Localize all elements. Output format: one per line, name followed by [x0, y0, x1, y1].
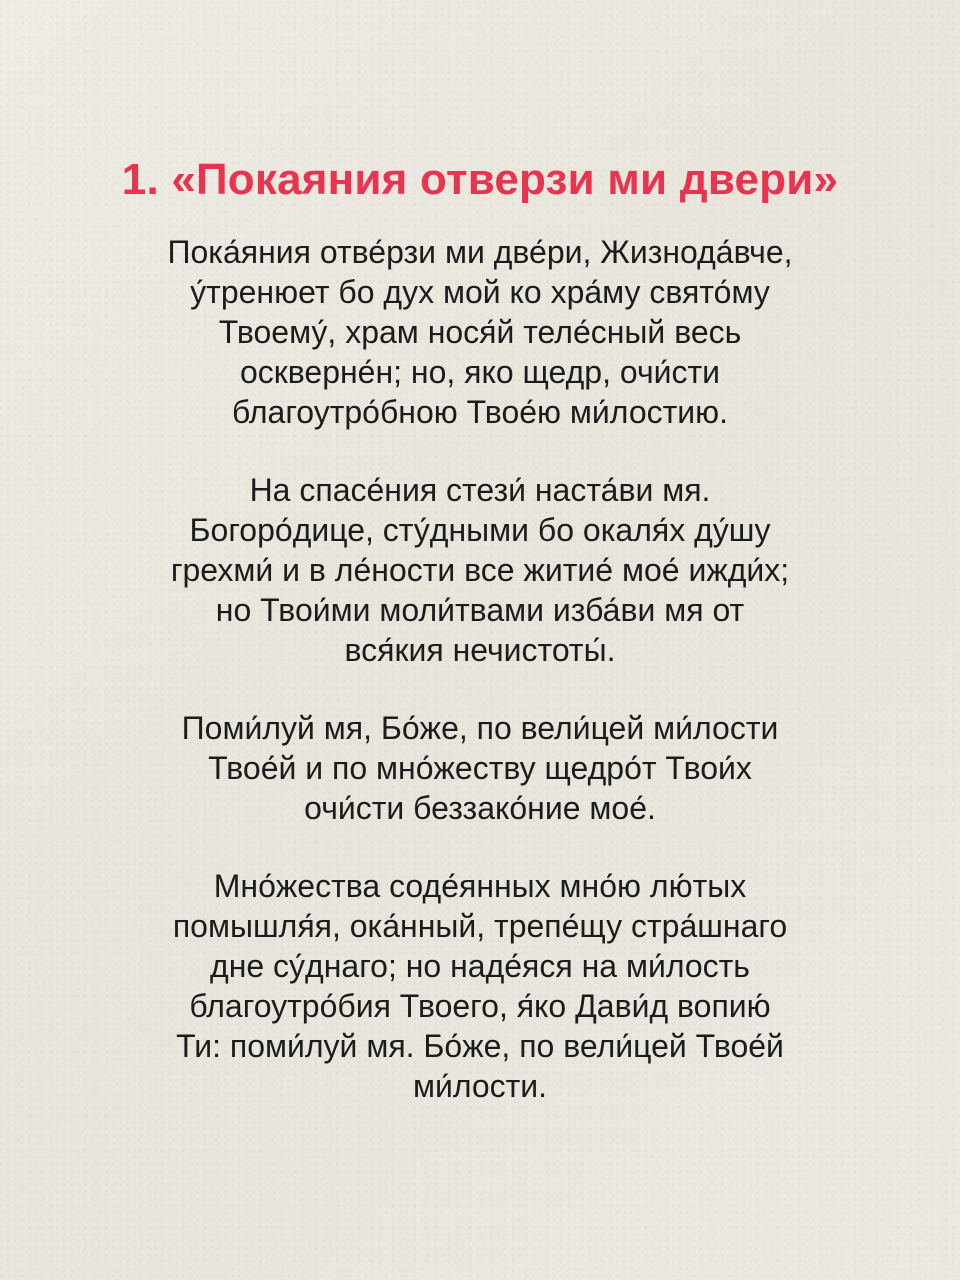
stanza-4 — [70, 866, 890, 1106]
stanza-line: у́тренюет бо дух мой ко хра́му свято́му — [190, 274, 770, 310]
stanza-line: благоутро́бия Твоего, я́ко Дави́д вопию́ — [189, 988, 771, 1024]
stanza-line: грехми́ и в ле́ности все житие́ мое́ ижди́х; — [170, 552, 790, 588]
stanza-3 — [70, 708, 890, 828]
stanza-line: помышля́я, ока́нный, трепе́щу стра́шнаго — [172, 908, 788, 944]
stanza-line: но Твои́ми моли́твами изба́ви мя от — [215, 592, 745, 628]
stanza-2 — [70, 470, 890, 670]
stanza-line: Поми́луй мя, Бо́же, по вели́цей ми́лости — [181, 710, 779, 746]
prayer-title: 1. «Покаяния отверзи ми двери» — [121, 155, 839, 204]
stanza-line: Пока́яния отве́рзи ми две́ри, Жизнода́вче, — [167, 234, 793, 270]
stanza-line: Богоро́дице, сту́дными бо окаля́х ду́шу — [189, 512, 771, 548]
stanza-line: На спасе́ния стези́ наста́ви мя. — [249, 472, 711, 508]
stanza-line: Мно́жества соде́янных мно́ю лю́тых — [213, 868, 747, 904]
stanza-line: благоутро́бною Твое́ю ми́лостию. — [231, 394, 729, 430]
stanza-line: Ти: поми́луй мя. Бо́же, по вели́цей Твое́й — [176, 1028, 784, 1064]
stanza-line: Твоему́, храм нося́й теле́сный весь — [218, 314, 742, 350]
stanza-line: вся́кия нечистоты́. — [344, 632, 616, 668]
stanza-line: Твое́й и по мно́жеству щедро́т Твои́х — [208, 750, 752, 786]
stanza-line: оскверне́н; но, яко щедр, очи́сти — [239, 354, 721, 390]
stanza-1 — [70, 232, 890, 432]
stanza-line: очи́сти беззако́ние мое́. — [304, 790, 656, 826]
stanza-line: ми́лости. — [412, 1068, 548, 1104]
stanza-line: дне су́днаго; но наде́яся на ми́лость — [210, 948, 750, 984]
